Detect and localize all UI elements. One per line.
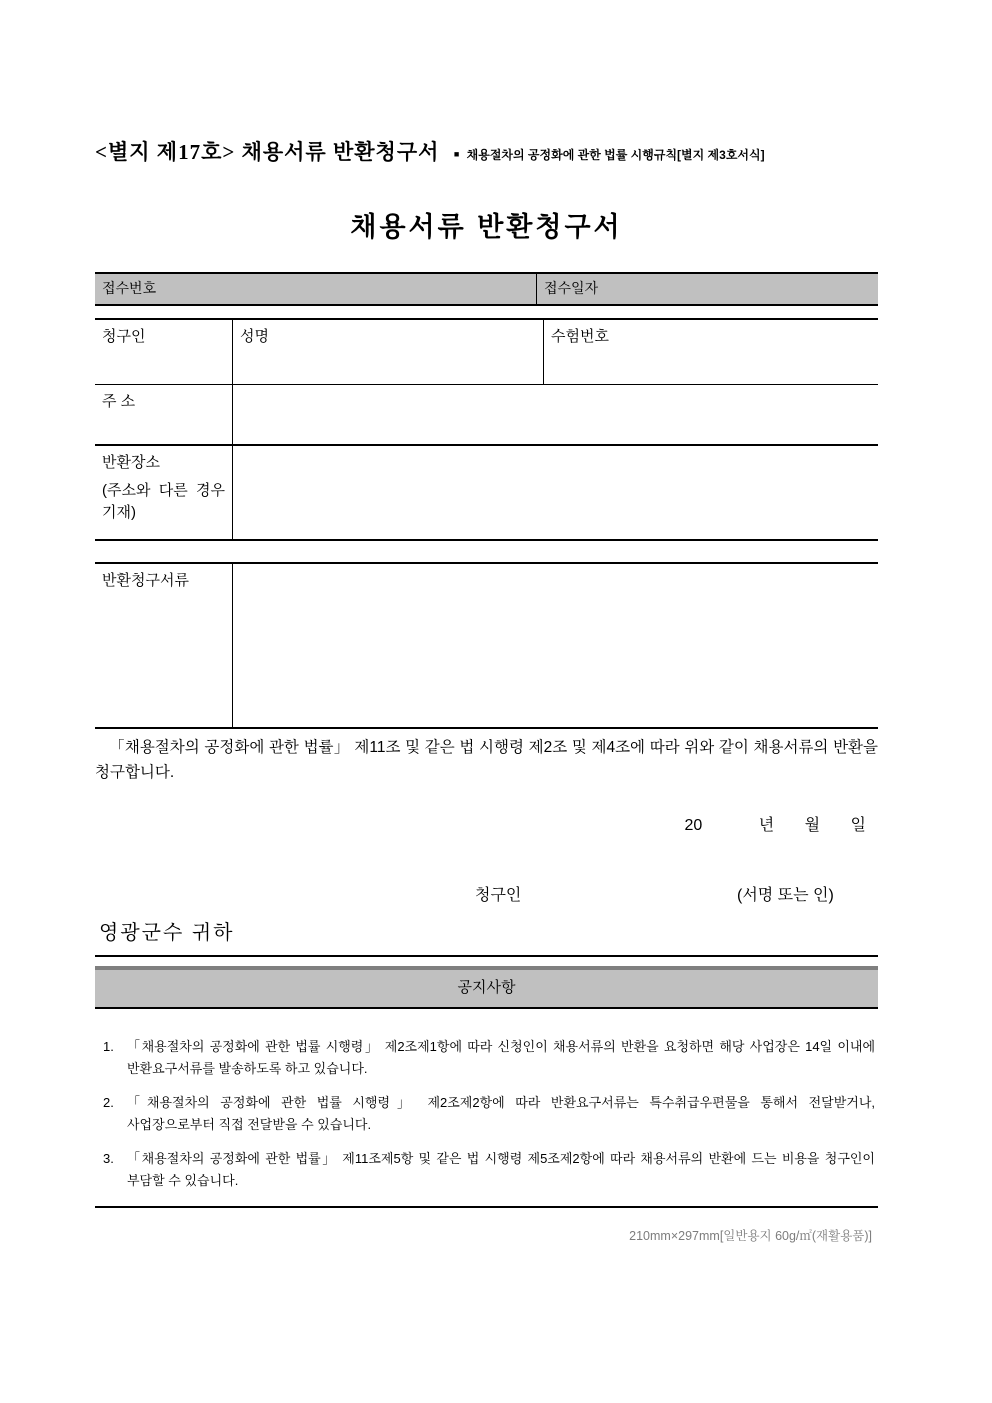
horizontal-rule-top: [95, 955, 878, 957]
return-place-label-cell: [95, 446, 233, 539]
exam-number-label: 수험번호: [551, 328, 609, 345]
notice-item-number: 2.: [103, 1095, 114, 1111]
signature-line: [95, 882, 878, 908]
date-month-label: 월: [804, 817, 821, 834]
page-title: 채용서류 반환청구서: [350, 212, 623, 242]
document-content: [95, 0, 878, 1403]
notice-item: [103, 1092, 875, 1136]
notice-item-text: 「채용절차의 공정화에 관한 법률」 제11조제5항 및 같은 법 시행령 제5조제2항에 따라 채용서류의 반환에 드는 비용을 청구인이 부담할 수 있습니다.: [127, 1151, 875, 1189]
notice-item: [103, 1036, 875, 1080]
notice-item-number: 1.: [103, 1039, 114, 1054]
return-place-label: 반환장소: [102, 454, 160, 471]
receipt-header-row: [95, 272, 878, 306]
claimant-label-cell: 청구인: [95, 320, 233, 384]
name-label: 성명: [240, 328, 269, 345]
horizontal-rule-bottom: [95, 1206, 878, 1208]
return-place-value-cell: [233, 446, 878, 539]
notice-header-bar: 공지사항: [95, 966, 878, 1009]
notice-item-text: 「채용절차의 공정화에 관한 법률 시행령」 제2조제1항에 따라 신청인이 채용서류의 반환을 요청하면 해당 사업장은 14일 이내에 반환요구서류를 발송하도록 하고 있습니다.: [127, 1039, 875, 1077]
regulation-note-text: 채용절차의 공정화에 관한 법률 시행규칙[별지 제3호서식]: [466, 148, 765, 162]
address-label-cell: 주 소: [95, 385, 233, 444]
date-year-prefix: 20: [684, 817, 703, 834]
exam-number-field-cell: [544, 320, 878, 384]
return-documents-table: [95, 562, 878, 729]
signature-claimant-label: 청구인: [475, 887, 522, 904]
receipt-date-label: 접수일자: [544, 280, 599, 296]
table-row-address: [95, 384, 878, 444]
table-row-claimant: [95, 318, 878, 384]
document-header: [95, 136, 878, 166]
declaration-paragraph: 「채용절차의 공정화에 관한 법률」 제11조 및 같은 법 시행령 제2조 및 제4조에 따라 위와 같이 채용서류의 반환을 청구합니다.: [95, 739, 878, 781]
date-line: [95, 812, 878, 835]
notice-item-number: 3.: [103, 1151, 114, 1167]
addressee: 영광군수 귀하: [99, 922, 235, 944]
table-row-return-place: [95, 444, 878, 541]
name-field-cell: [233, 320, 544, 384]
return-documents-value-cell: [233, 564, 878, 727]
return-place-note: (주소와 다른 경우 기재): [102, 482, 225, 521]
address-value-cell: [233, 385, 878, 444]
date-day-label: 일: [850, 817, 866, 834]
receipt-date-cell: [537, 274, 878, 304]
notice-item: [103, 1148, 875, 1192]
square-bullet-icon: ■: [453, 149, 460, 159]
signature-seal-note: (서명 또는 인): [737, 887, 834, 904]
receipt-number-cell: [95, 274, 537, 304]
paper-spec-footnote: 210mm×297mm[일반용지 60g/㎡(재활용품)]: [629, 1229, 872, 1243]
return-documents-label-cell: 반환청구서류: [95, 564, 233, 727]
applicant-table: [95, 318, 878, 541]
regulation-note: [454, 148, 765, 162]
form-label: <별지 제17호> 채용서류 반환청구서: [95, 140, 440, 164]
notice-list: [103, 1036, 875, 1205]
receipt-number-label: 접수번호: [102, 280, 157, 296]
date-year-label: 년: [758, 817, 775, 834]
notice-item-text: 「채용절차의 공정화에 관한 법률 시행령」 제2조제2항에 따라 반환요구서류는 특수취급우편물을 통해서 전달받거나, 사업장으로부터 직접 전달받을 수 있습니다.: [127, 1095, 875, 1133]
